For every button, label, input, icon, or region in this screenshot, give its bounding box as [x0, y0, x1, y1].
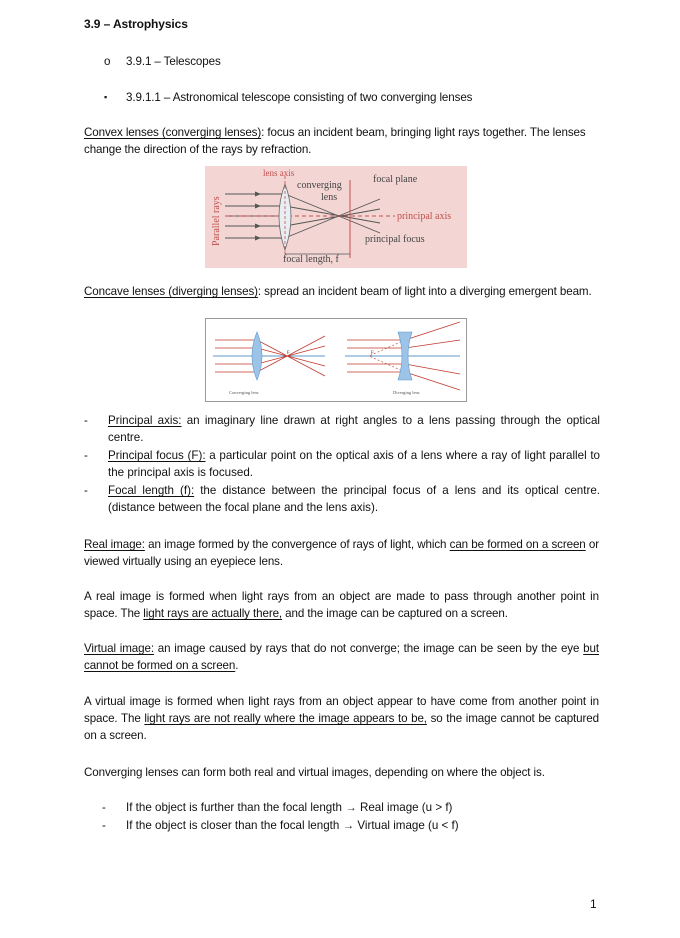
section-heading: 3.9 – Astrophysics: [84, 17, 188, 31]
left-caption: Converging lens: [229, 390, 259, 395]
virtual-image-formation-paragraph: [84, 693, 599, 744]
list-dash: -: [102, 801, 106, 814]
converging-summary: Converging lenses can form both real and virtual images, depending on where the object is.: [84, 766, 545, 779]
definition-item: [84, 482, 600, 516]
label-lens-axis: lens axis: [263, 168, 295, 178]
definition-text: a particular point on the optical axis of a lens where a ray of light parallel to the principal axis is focused.: [108, 449, 600, 479]
virtual-image-emphasis: but cannot be formed on a screen: [84, 642, 599, 672]
definition-focal-length: [108, 482, 600, 516]
label-converging: converging: [297, 180, 342, 191]
list-dash: -: [102, 819, 106, 832]
case-real-image: If the object is further than the focal length → Real image (u > f): [126, 801, 453, 814]
label-focal-length: focal length, f: [283, 254, 339, 265]
concave-term: Concave lenses (diverging lenses): [84, 285, 258, 298]
real-image-text-b: or viewed virtually using an eyepiece lens.: [84, 538, 600, 568]
definition-principal-axis: [108, 412, 600, 446]
real-image-formation-paragraph: [84, 588, 599, 622]
label-lens: lens: [321, 192, 338, 203]
label-principal-focus: principal focus: [365, 234, 425, 245]
focus-right-label: F: [371, 351, 374, 356]
virtual-image-paragraph: [84, 640, 599, 674]
page-number: 1: [590, 897, 597, 911]
virtual-image-term: Virtual image:: [84, 642, 154, 655]
case-virtual-image: If the object is closer than the focal length → Virtual image (u < f): [126, 819, 459, 832]
label-principal-axis: principal axis: [397, 211, 452, 222]
concave-text: : spread an incident beam of light into a diverging emergent beam.: [257, 285, 592, 298]
definition-term: Focal length (f):: [108, 484, 195, 497]
list-dash: -: [84, 484, 88, 497]
real-image-emphasis: can be formed on a screen: [449, 538, 586, 551]
definition-principal-focus: [108, 447, 600, 481]
definition-term: Principal focus (F):: [108, 449, 206, 462]
list-dash: -: [84, 449, 88, 462]
right-caption: Diverging lens: [393, 390, 420, 395]
convex-lens-diagram: [205, 166, 467, 268]
real-formed-text-a: A real image is formed when light rays from an object are made to pass through another point in space. The: [84, 590, 599, 620]
list-dash: -: [84, 414, 88, 427]
convex-paragraph: [84, 124, 602, 158]
label-focal-plane: focal plane: [373, 174, 418, 185]
lens-comparison-diagram: [205, 318, 467, 402]
virtual-formed-text-b: so the image cannot be captured on a screen.: [84, 712, 599, 742]
virtual-image-text-b: .: [235, 659, 239, 672]
real-image-term: Real image:: [84, 538, 145, 551]
definition-text: the distance between the principal focus of a lens and its optical centre. (distance between the focal plane and the lens axis).: [108, 484, 600, 514]
definition-item: [84, 412, 600, 446]
virtual-formed-emphasis: light rays are not really where the image appears to be,: [144, 712, 427, 725]
real-image-text-a: an image formed by the convergence of rays of light, which: [144, 538, 450, 551]
label-parallel-rays: Parallel rays: [211, 196, 222, 246]
definition-item: [84, 447, 600, 481]
virtual-formed-text-a: A virtual image is formed when light rays from an object appear to have come from another point in space. The: [84, 695, 599, 725]
case-item: [102, 817, 582, 834]
real-formed-text-b: and the image can be captured on a screen.: [282, 607, 508, 620]
concave-paragraph: [84, 283, 599, 300]
subsubsection-heading: 3.9.1.1 – Astronomical telescope consisting of two converging lenses: [126, 91, 473, 104]
real-formed-emphasis: light rays are actually there,: [143, 607, 283, 620]
real-image-paragraph: [84, 536, 599, 570]
virtual-image-text-a: an image caused by rays that do not converge; the image can be seen by the eye: [153, 642, 584, 655]
subsection-heading: 3.9.1 – Telescopes: [126, 55, 221, 68]
definition-text: an imaginary line drawn at right angles to a lens passing through the optical centre.: [108, 414, 600, 444]
case-item: [102, 799, 582, 816]
definition-term: Principal axis:: [108, 414, 182, 427]
subsection-marker: o: [104, 55, 111, 68]
focus-left-label: F: [287, 351, 290, 356]
convex-term: Convex lenses (converging lenses): [84, 126, 262, 139]
convex-text: : focus an incident beam, bringing light rays together. The lenses change the direction of the rays by refraction.: [84, 126, 586, 156]
subsubsection-marker: ▪: [104, 92, 108, 102]
